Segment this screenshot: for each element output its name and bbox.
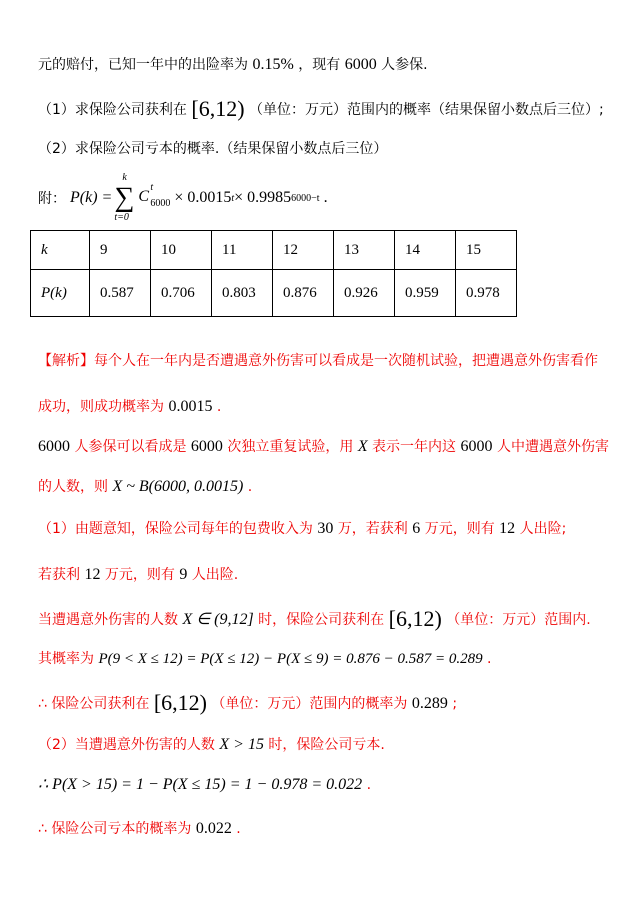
solution-line-4: 的人数，则 X ~ B(6000, 0.0015) .: [38, 478, 253, 495]
solution-line-10: （2）当遭遇意外伤害的人数 X > 15 时，保险公司亏本.: [38, 736, 385, 753]
formula: 附： P(k) = k ∑ t=0 C t 6000 × 0.0015 t × 0.9985 6000−t .: [38, 172, 328, 223]
formula-lhs: P(k) =: [70, 189, 113, 206]
intro-line: [38, 54, 428, 74]
intro-text-c: 人参保.: [381, 57, 428, 73]
question-2: （2）求保险公司亏本的概率.（结果保留小数点后三位）: [38, 141, 388, 157]
interval: [6,12): [191, 96, 245, 121]
intro-text-b: ，现有: [298, 57, 341, 73]
sigma-symbol: k ∑ t=0: [114, 172, 135, 223]
solution-line-7: 当遭遇意外伤害的人数 X ∈ (9,12] 时，保险公司获利在 [6,12) （单位：万元）范围内.: [38, 606, 591, 631]
solution-line-1: 【解析】每个人在一年内是否遭遇意外伤害可以看成是一次随机试验，把遭遇意外伤害看作: [38, 353, 598, 369]
probability-table: [30, 230, 517, 317]
solution-line-12: ∴ 保险公司亏本的概率为 0.022 .: [38, 820, 241, 837]
solution-line-6: 若获利 12 万元，则有 9 人出险.: [38, 566, 239, 583]
intro-rate: 0.15%: [252, 56, 294, 73]
solution-line-9: ∴ 保险公司获利在 [6,12) （单位：万元）范围内的概率为 0.289 ;: [38, 690, 458, 715]
table-row-p: P(k) 0.587 0.706 0.803 0.876 0.926 0.959 0.978: [31, 270, 517, 317]
solution-line-3: 6000 人参保可以看成是 6000 次独立重复试验，用 X 表示一年内这 6000 人中遭遇意外伤害: [38, 438, 609, 455]
table-row-k: k 9 10 11 12 13 14 15: [31, 231, 517, 270]
solution-line-2: 成功，则成功概率为 0.0015 .: [38, 398, 222, 415]
question-1: （1）求保险公司获利在 [6,12) （单位：万元）范围内的概率（结果保留小数点后三位）;: [38, 96, 604, 121]
intro-people: 6000: [344, 56, 377, 73]
solution-line-5: （1）由题意知，保险公司每年的包费收入为 30 万，若获利 6 万元，则有 12 人出险;: [38, 520, 567, 537]
solution-line-11: ∴ P(X > 15) = 1 − P(X ≤ 15) = 1 − 0.978 = 0.022 .: [38, 776, 372, 793]
intro-text: 元的赔付，已知一年中的出险率为: [38, 57, 248, 73]
binomial-coefficient: C t 6000: [138, 182, 171, 209]
solution-line-8: 其概率为 P(9 < X ≤ 12) = P(X ≤ 12) − P(X ≤ 9) = 0.876 − 0.587 = 0.289 .: [38, 651, 492, 667]
